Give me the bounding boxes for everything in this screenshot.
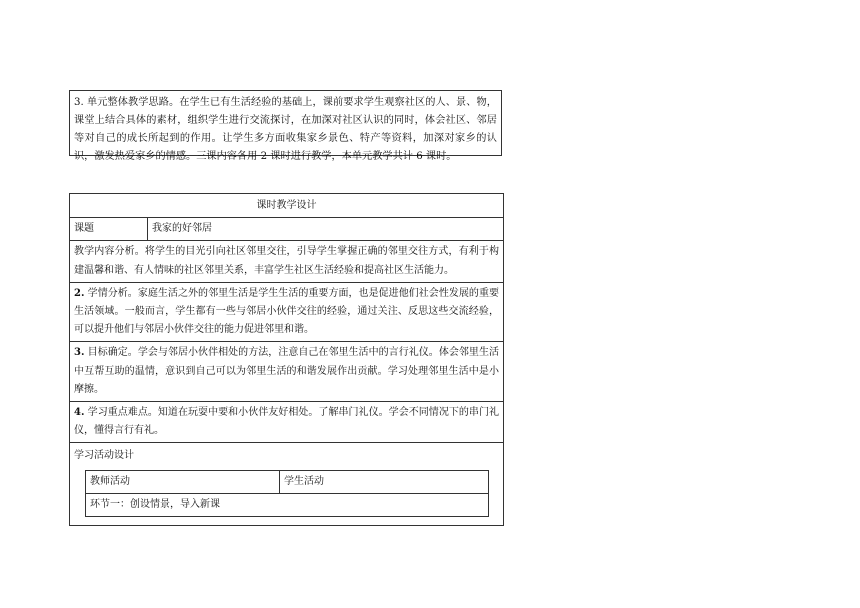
topic-value: 我家的好邻居 (148, 218, 504, 241)
unit-teaching-approach-text: 3. 单元整体教学思路。在学生已有生活经验的基础上，课前要求学生观察社区的人、景、物，课堂上结合具体的素材，组织学生进行交流探讨，在加深对社区认识的同时，体会社区、邻居等对自己的成长所起到的作用。让学生多方面收集家乡景色、特产等资料，加深对家乡的认识，激发热爱家乡的情感。三课内容各用 2 课时进行教学，本单元教学共计 6 课时。 (74, 97, 497, 162)
goals-row (70, 342, 504, 402)
segment-row (86, 494, 489, 517)
lesson-design-table (69, 193, 504, 526)
activity-table (85, 470, 489, 517)
topic-row (70, 218, 504, 241)
learner-analysis-number: 2. (74, 287, 85, 299)
segment-one: 环节一：创设情景，导入新课 (86, 494, 489, 517)
learner-analysis-cell (70, 282, 504, 342)
activity-design-label: 学习活动设计 (74, 450, 134, 462)
activity-design-row (70, 443, 504, 526)
unit-teaching-approach-box (69, 90, 502, 162)
activity-header-row (86, 471, 489, 494)
table-title-row (70, 194, 504, 218)
content-analysis: 教学内容分析。将学生的目光引向社区邻里交往，引导学生掌握正确的邻里交往方式，有利于构建温馨和谐、有人情味的社区邻里关系，丰富学生社区生活经验和提高社区生活能力。 (70, 241, 504, 282)
goals-number: 3. (74, 347, 85, 359)
content-analysis-row (70, 241, 504, 282)
teacher-activity-header: 教师活动 (86, 471, 280, 494)
learner-analysis-row (70, 282, 504, 342)
learner-analysis: 学情分析。家庭生活之外的邻里生活是学生生活的重要方面，也是促进他们社会性发展的重要生活领域。一般而言，学生都有一些与邻居小伙伴交往的经验，通过关注、反思这些交流经验，可以提升他们与邻居小伙伴交往的能力促进邻里和谐。 (74, 287, 499, 336)
student-activity-header: 学生活动 (280, 471, 489, 494)
goals-cell (70, 342, 504, 402)
topic-label: 课题 (70, 218, 148, 241)
activity-design-cell (70, 443, 504, 526)
key-points-cell (70, 402, 504, 443)
key-points-number: 4. (74, 407, 85, 419)
key-points-row (70, 402, 504, 443)
key-points: 学习重点难点。知道在玩耍中要和小伙伴友好相处。了解串门礼仪。学会不同情况下的串门礼仪，懂得言行有礼。 (74, 407, 499, 437)
goals: 目标确定。学会与邻居小伙伴相处的方法，注意自己在邻里生活中的言行礼仪。体会邻里生活中互帮互助的温情，意识到自己可以为邻里生活的和谐发展作出贡献。学习处理邻里生活中是小摩擦。 (74, 347, 499, 395)
table-title: 课时教学设计 (70, 194, 504, 218)
